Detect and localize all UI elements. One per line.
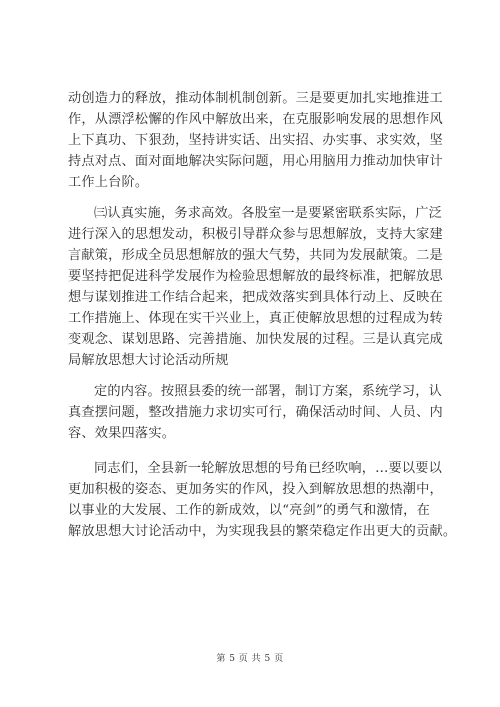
text-line: 工作上台阶。	[68, 175, 149, 190]
text-line: 局解放思想大讨论活动所规	[68, 353, 229, 368]
text-line: 更加积极的姿态、更加务实的作风，投入到解放思想的热潮中，	[68, 482, 443, 497]
paragraph-gap	[68, 444, 438, 458]
paragraph-gap	[68, 371, 438, 381]
page-number-footer: 第 5 页 共 5 页	[216, 654, 284, 664]
text-line: 以事业的大发展、工作的新成效，以“亮剑”的勇气和激情，在	[68, 503, 430, 518]
text-line: 上下真功、下狠劲，坚持讲实话、出实招、办实事、求实效，坚	[68, 133, 443, 148]
text-line: 进行深入的思想发动，积极引导群众参与思想解放，支持大家建	[68, 227, 443, 242]
paragraph-start-line: 定的内容。按照县委的统一部署，制订方案，系统学习，认	[94, 384, 443, 399]
text-line: 工作措施上、体现在实干兴业上，真正使解放思想的过程成为转	[68, 311, 443, 326]
text-line: 解放思想大讨论活动中，为实现我县的繁荣稳定作出更大的贡献。	[68, 524, 457, 539]
text-line: 想与谋划推进工作结合起来，把成效落实到具体行动上、反映在	[68, 290, 443, 305]
text-line: 言献策，形成全员思想解放的强大气势，共同为发展献策。二是	[68, 248, 443, 263]
text-line: 真查摆问题，整改措施力求切实可行，确保活动时间、人员、内	[68, 405, 443, 420]
text-line: 变观念、谋划思路、完善措施、加快发展的过程。三是认真完成	[68, 332, 443, 347]
text-line: 持点对点、面对面地解决实际问题，用心用脑用力推动加快审计	[68, 154, 443, 169]
document-body	[68, 88, 457, 542]
text-line: 动创造力的释放，推动体制机制创新。三是要更加扎实地推进工	[68, 91, 443, 106]
text-line: 容、效果四落实。	[68, 426, 176, 441]
text-line: 要坚持把促进科学发展作为检验思想解放的最终标准，把解放思	[68, 269, 443, 284]
paragraph-start-line: ㈢认真实施，务求高效。各股室一是要紧密联系实际，广泛	[94, 206, 443, 221]
paragraph-gap	[68, 193, 438, 203]
paragraph-start-line: 同志们，全县新一轮解放思想的号角已经吹响，…要以要以	[94, 461, 443, 476]
text-line: 作，从漂浮松懈的作风中解放出来，在克服影响发展的思想作风	[68, 112, 443, 127]
